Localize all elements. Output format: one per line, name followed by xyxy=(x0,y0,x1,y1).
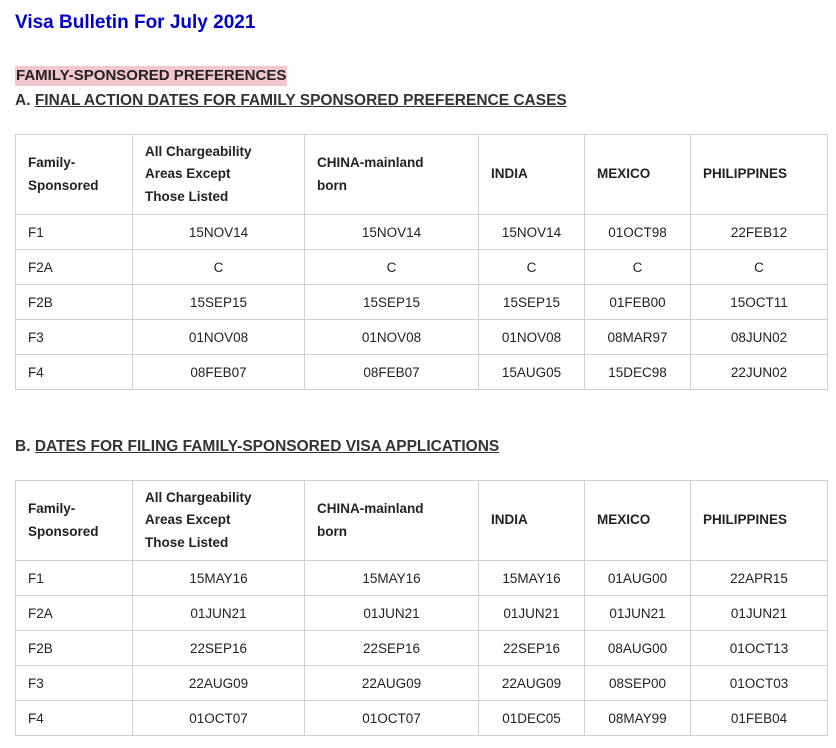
table-cell: C xyxy=(691,250,828,285)
table-cell: F3 xyxy=(16,320,133,355)
table-cell: 08FEB07 xyxy=(305,355,479,390)
table-row xyxy=(16,666,828,701)
table-cell: 22SEP16 xyxy=(133,631,305,666)
table-cell: 01NOV08 xyxy=(479,320,585,355)
table-cell: 08MAY99 xyxy=(585,701,691,736)
table-cell: 01NOV08 xyxy=(133,320,305,355)
table-cell: 01FEB00 xyxy=(585,285,691,320)
table-cell: 15NOV14 xyxy=(305,215,479,250)
table-cell: C xyxy=(305,250,479,285)
table-row xyxy=(16,355,828,390)
table-cell: 22AUG09 xyxy=(479,666,585,701)
table-cell: 01JUN21 xyxy=(691,596,828,631)
table-cell: 15NOV14 xyxy=(133,215,305,250)
table-cell: F3 xyxy=(16,666,133,701)
table-cell: 15MAY16 xyxy=(305,561,479,596)
table-cell: 15NOV14 xyxy=(479,215,585,250)
table-header-row xyxy=(16,481,828,561)
column-header: PHILIPPINES xyxy=(691,481,828,561)
table-cell: F4 xyxy=(16,355,133,390)
table-cell: 15AUG05 xyxy=(479,355,585,390)
section-a-title: FINAL ACTION DATES FOR FAMILY SPONSORED PREFERENCE CASES xyxy=(34,92,567,109)
column-header: INDIA xyxy=(479,135,585,215)
page-title: Visa Bulletin For July 2021 xyxy=(15,12,256,33)
table-row xyxy=(16,215,828,250)
column-header: Family- Sponsored xyxy=(16,135,133,215)
table-cell: 01JUN21 xyxy=(479,596,585,631)
table-row xyxy=(16,285,828,320)
table-row xyxy=(16,631,828,666)
table-cell: 01OCT07 xyxy=(133,701,305,736)
table-cell: C xyxy=(479,250,585,285)
table-header-row xyxy=(16,135,828,215)
column-header: All Chargeability Areas Except Those Listed xyxy=(133,135,305,215)
table-cell: 22SEP16 xyxy=(305,631,479,666)
table-cell: 01NOV08 xyxy=(305,320,479,355)
table-cell: F2A xyxy=(16,250,133,285)
table-cell: F2A xyxy=(16,596,133,631)
column-header: INDIA xyxy=(479,481,585,561)
table-cell: 01FEB04 xyxy=(691,701,828,736)
table-cell: 01OCT07 xyxy=(305,701,479,736)
section-b-title: DATES FOR FILING FAMILY-SPONSORED VISA APPLICATIONS xyxy=(34,438,500,455)
table-cell: 08AUG00 xyxy=(585,631,691,666)
section-a-heading xyxy=(15,92,567,110)
column-header: All Chargeability Areas Except Those Listed xyxy=(133,481,305,561)
table-row xyxy=(16,596,828,631)
table-cell: 01OCT03 xyxy=(691,666,828,701)
table-cell: F1 xyxy=(16,215,133,250)
table-row xyxy=(16,561,828,596)
table-cell: 22AUG09 xyxy=(133,666,305,701)
section-label-family-sponsored: FAMILY-SPONSORED PREFERENCES xyxy=(16,67,287,84)
table-cell: 15DEC98 xyxy=(585,355,691,390)
final-action-dates-table xyxy=(15,134,828,390)
table-cell: 01JUN21 xyxy=(133,596,305,631)
column-header: CHINA-mainland born xyxy=(305,135,479,215)
column-header: MEXICO xyxy=(585,481,691,561)
table-cell: 08FEB07 xyxy=(133,355,305,390)
table-cell: 01AUG00 xyxy=(585,561,691,596)
table-row xyxy=(16,250,828,285)
table-cell: 01DEC05 xyxy=(479,701,585,736)
column-header: CHINA-mainland born xyxy=(305,481,479,561)
column-header: Family- Sponsored xyxy=(16,481,133,561)
table-cell: 08MAR97 xyxy=(585,320,691,355)
table-cell: 01JUN21 xyxy=(305,596,479,631)
table-cell: 15OCT11 xyxy=(691,285,828,320)
section-b-heading xyxy=(15,438,499,456)
table-cell: 01OCT98 xyxy=(585,215,691,250)
table-cell: 15MAY16 xyxy=(479,561,585,596)
table-cell: 22SEP16 xyxy=(479,631,585,666)
table-cell: 15SEP15 xyxy=(305,285,479,320)
table-cell: C xyxy=(585,250,691,285)
table-cell: 08JUN02 xyxy=(691,320,828,355)
table-cell: 15SEP15 xyxy=(133,285,305,320)
table-cell: 15SEP15 xyxy=(479,285,585,320)
table-cell: F4 xyxy=(16,701,133,736)
table-cell: 08SEP00 xyxy=(585,666,691,701)
table-cell: 22FEB12 xyxy=(691,215,828,250)
table-cell: F2B xyxy=(16,285,133,320)
table-cell: 22APR15 xyxy=(691,561,828,596)
table-cell: 22AUG09 xyxy=(305,666,479,701)
table-cell: F2B xyxy=(16,631,133,666)
table-row xyxy=(16,320,828,355)
table-cell: 01JUN21 xyxy=(585,596,691,631)
dates-for-filing-table xyxy=(15,480,828,736)
section-a-prefix: A. xyxy=(15,92,35,109)
table-cell: 22JUN02 xyxy=(691,355,828,390)
table-cell: C xyxy=(133,250,305,285)
table-row xyxy=(16,701,828,736)
column-header: PHILIPPINES xyxy=(691,135,828,215)
table-cell: 01OCT13 xyxy=(691,631,828,666)
table-cell: 15MAY16 xyxy=(133,561,305,596)
table-cell: F1 xyxy=(16,561,133,596)
section-b-prefix: B. xyxy=(15,438,35,455)
column-header: MEXICO xyxy=(585,135,691,215)
